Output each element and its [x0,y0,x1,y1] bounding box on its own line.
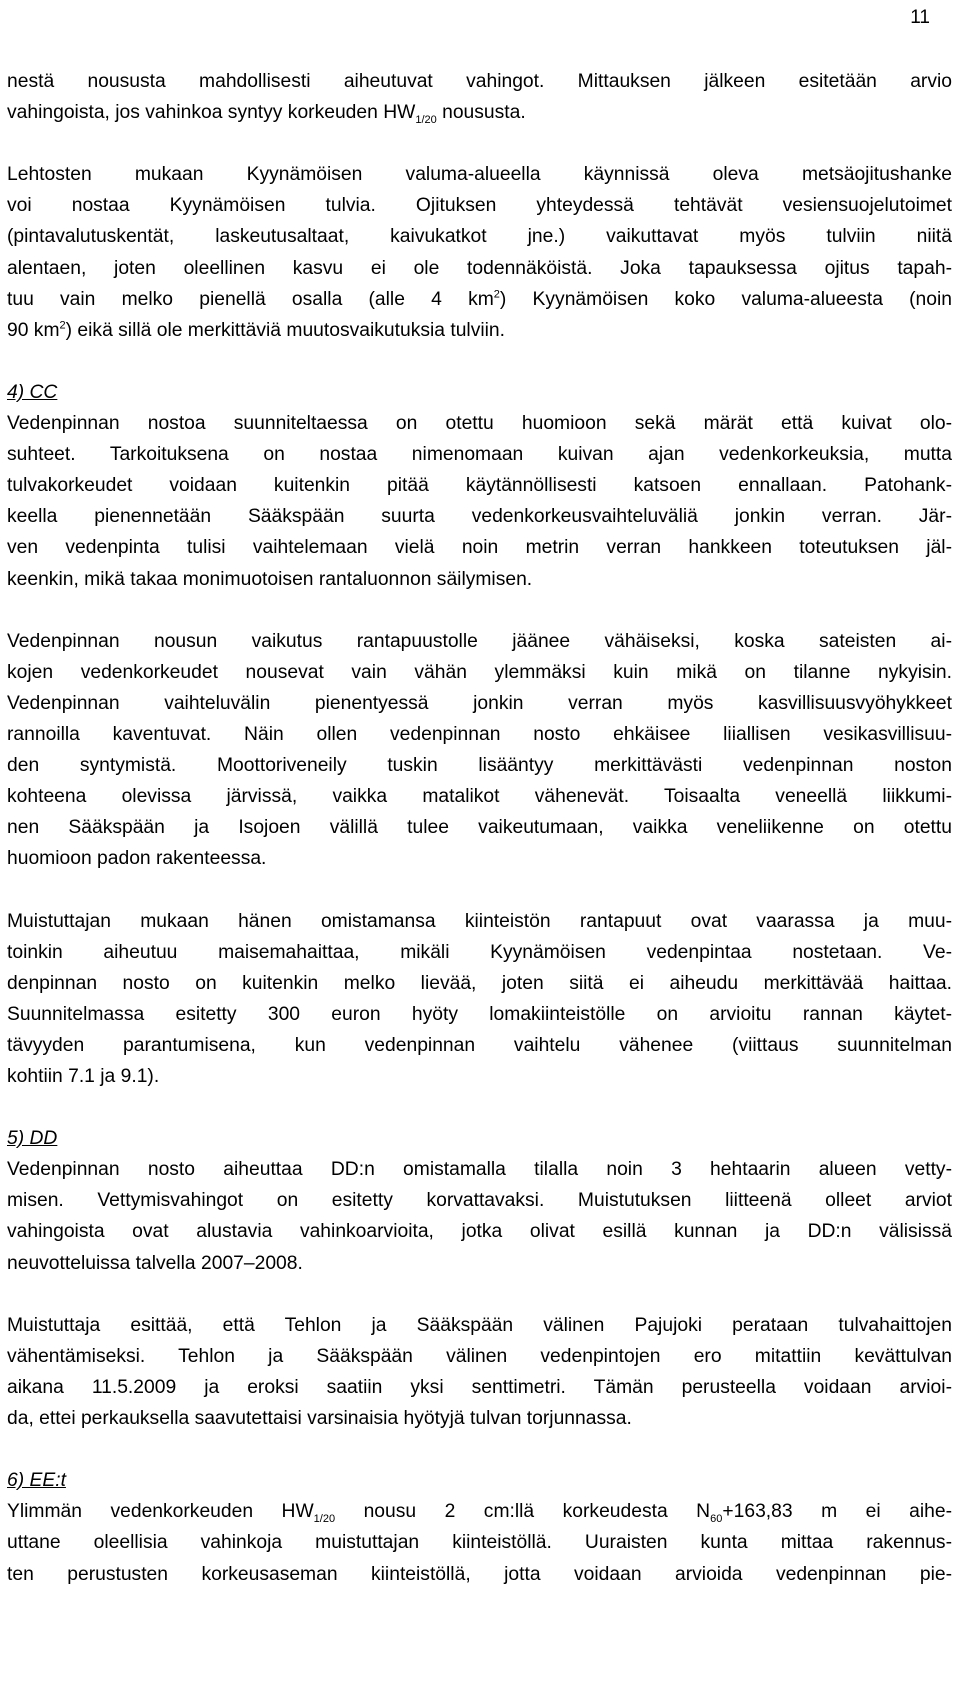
text-line: uttane oleellisia vahinkoja muistuttajan kiinteistöllä. Uuraisten kunta mittaa rakennus- [7,1532,952,1554]
text-line: denpinnan nosto on kuitenkin melko lievää, joten siitä ei aiheudu merkittävää haittaa. [7,972,952,994]
text-line: Vedenpinnan nostoa suunniteltaessa on otettu huomioon sekä märät että kuivat olo- [7,413,952,435]
text-line: Vedenpinnan nosto aiheuttaa DD:n omistamalla tilalla noin 3 hehtaarin alueen vetty- [7,1159,952,1181]
text-line: Muistuttaja esittää, että Tehlon ja Sääkspään välinen Pajujoki perataan tulvahaittojen [7,1314,952,1336]
text-line: Muistuttajan mukaan hänen omistamansa kiinteistön rantapuut ovat vaarassa ja muu- [7,910,952,932]
text-line: Vedenpinnan vaihteluvälin pienentyessä jonkin verran myös kasvillisuusvyöhykkeet [7,692,952,714]
text-line: misen. Vettymisvahingot on esitetty korvattavaksi. Muistutuksen liitteenä olleet arviot [7,1190,952,1212]
section-heading: 6) EE:t [7,1470,66,1492]
text-line: den syntymistä. Moottoriveneily tuskin lisääntyy merkittävästi vedenpinnan noston [7,755,952,777]
paragraph [7,1465,952,1589]
text-line: 90 $km^2$) eikä sillä ole merkittäviä muutosvaikutuksia tulviin. [7,319,505,341]
text-line: Suunnitelmassa esitetty 300 euron hyöty lomakiinteistölle on arvioitu rannan käytet- [7,1003,952,1025]
paragraph [7,159,952,346]
document-body [7,66,952,1590]
text-line: nestä noususta mahdollisesti aiheutuvat vahingot. Mittauksen jälkeen esitetään arvio [7,71,952,92]
text-line: voi nostaa Kyynämöisen tulvia. Ojituksen yhteydessä tehtävät vesiensuojelutoimet [7,195,952,217]
paragraph [7,906,952,1093]
text-line: Vedenpinnan nousun vaikutus rantapuustolle jäänee vähäiseksi, koska sateisten ai- [7,630,952,652]
text-line: keenkin, mikä takaa monimuotoisen rantaluonnon säilymisen. [7,568,533,590]
paragraph [7,66,952,128]
text-line: tuu vain melko pienellä osalla (alle 4 $km^2$) Kyynämöisen koko valuma-alueesta (noin [7,288,953,310]
text-line: vahingoista ovat alustavia vahinkoarvioita, jotka olivat esillä kunnan ja DD:n välisissä [7,1221,952,1243]
text-line: da, ettei perkauksella saavutettaisi varsinaisia hyötyjä tulvan torjunnassa. [7,1408,632,1430]
text-line: neuvotteluissa talvella 2007–2008. [7,1252,303,1274]
text-line: suhteet. Tarkoituksena on nostaa nimenomaan kuivan ajan vedenkorkeuksia, mutta [7,444,952,466]
section-heading: 4) CC [7,381,58,403]
text-line: kohtiin 7.1 ja 9.1). [7,1066,160,1087]
text-line: alentaen, joten oleellinen kasvu ei ole todennäköistä. Joka tapauksessa ojitus tapah- [7,257,952,279]
text-line: kohteena olevissa järvissä, vaikka matalikot vähenevät. Toisaalta veneellä liikkumi- [7,786,952,808]
paragraph [7,377,952,595]
paragraph [7,1310,952,1434]
text-line: aikana 11.5.2009 ja eroksi saatiin yksi senttimetri. Tämän perusteella voidaan arvioi- [7,1376,952,1398]
section-heading: 5) DD [7,1128,58,1150]
text-line: kojen vedenkorkeudet nousevat vain vähän ylemmäksi kuin mikä on tilanne nykyisin. [7,661,952,683]
text-line: vähentämiseksi. Tehlon ja Sääkspään välinen vedenpintojen ero mitattiin kevättulvan [7,1345,952,1367]
text-line: tävyyden parantumisena, kun vedenpinnan vaihtelu vähenee (viittaus suunnitelman [7,1034,952,1056]
text-line: tulvakorkeudet voidaan kuitenkin pitää käytännöllisesti katsoen ennallaan. Patohank- [7,475,952,497]
text-line: ten perustusten korkeusaseman kiinteistöllä, jotta voidaan arvioida vedenpinnan pie- [7,1563,952,1585]
paragraph [7,1123,952,1278]
text-line: Lehtosten mukaan Kyynämöisen valuma-alueella käynnissä oleva metsäojitushanke [7,164,952,186]
text-line: ven vedenpinta tulisi vaihtelemaan vielä noin metrin verran hankkeen toteutuksen jäl- [7,537,952,559]
text-line: rannoilla kaventuvat. Näin ollen vedenpinnan nosto ehkäisee liiallisen vesikasvillisuu- [7,723,952,745]
text-line: keella pienennetään Sääkspään suurta vedenkorkeusvaihteluväliä jonkin verran. Jär- [7,506,952,528]
text-line: nen Sääkspään ja Isojoen välillä tulee vaikeutumaan, vaikka veneliikenne on otettu [7,817,952,839]
text-line: Ylimmän vedenkorkeuden $HW_{1/20}$ nousu 2 cm:llä korkeudesta $N_{60}+163,83$ m ei aihe- [7,1501,952,1526]
paragraph [7,626,952,875]
page-number: 11 [910,7,930,28]
text-line: toinkin aiheutuu maisemahaittaa, mikäli Kyynämöisen vedenpintaa nostetaan. Ve- [7,941,952,963]
text-line: (pintavalutuskentät, laskeutusaltaat, kaivukatkot jne.) vaikuttavat myös tulviin niitä [7,226,952,248]
text-line: huomioon padon rakenteessa. [7,848,267,870]
text-line: vahingoista, jos vahinkoa syntyy korkeuden $HW_{1/20}$ noususta. [7,102,526,126]
